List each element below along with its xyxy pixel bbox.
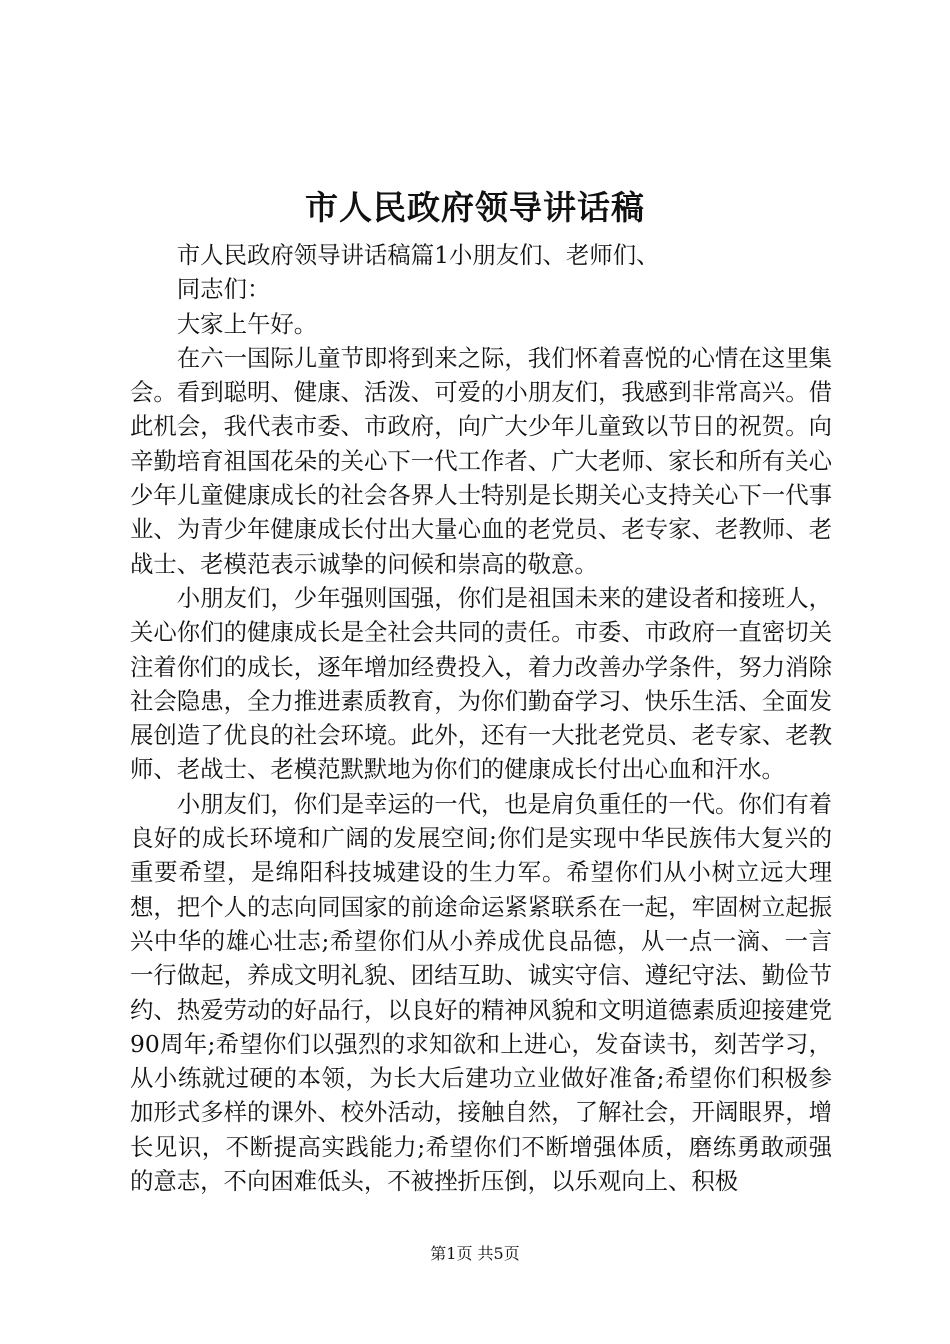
document-title: 市人民政府领导讲话稿	[305, 188, 645, 227]
paragraph-body: 小朋友们，少年强则国强，你们是祖国未来的建设者和接班人，关心你们的健康成长是全社会共同的责任。市委、市政府一直密切关注着你们的成长，逐年增加经费投入，着力改善办学条件，努力消除社会隐患，全力推进素质教育，为你们勤奋学习、快乐生活、全面发展创造了优良的社会环境。此外，还有一大批老党员、老专家、老教师、老战士、老模范默默地为你们的健康成长付出心血和汗水。	[130, 583, 832, 784]
paragraph-body: 小朋友们，你们是幸运的一代，也是肩负重任的一代。你们有着良好的成长环境和广阔的发展空间;你们是实现中华民族伟大复兴的重要希望，是绵阳科技城建设的生力军。希望你们从小树立远大理想，把个人的志向同国家的前途命运紧紧联系在一起，牢固树立起振兴中华的雄心壮志;希望你们从小养成优良品德，从一点一滴、一言一行做起，养成文明礼貌、团结互助、诚实守信、遵纪守法、勤俭节约、热爱劳动的好品行，以良好的精神风貌和文明道德素质迎接建党90周年;希望你们以强烈的求知欲和上进心，发奋读书，刻苦学习，从小练就过硬的本领，为长大后建功立业做好准备;希望你们积极参加形式多样的课外、校外活动，接触自然，了解社会，开阔眼界，增长见识，不断提高实践能力;希望你们不断增强体质，磨练勇敢顽强的意志，不向困难低头，不被挫折压倒，以乐观向上、积极	[130, 789, 832, 1196]
paragraph-salutation: 同志们：	[176, 275, 271, 304]
paragraph-body: 在六一国际儿童节即将到来之际，我们怀着喜悦的心情在这里集会。看到聪明、健康、活泼、可爱的小朋友们，我感到非常高兴。借此机会，我代表市委、市政府，向广大少年儿童致以节日的祝贺。向辛勤培育祖国花朵的关心下一代工作者、广大老师、家长和所有关心少年儿童健康成长的社会各界人士特别是长期关心支持关心下一代事业、为青少年健康成长付出大量心血的老党员、老专家、老教师、老战士、老模范表示诚挚的问候和崇高的敬意。	[130, 343, 832, 578]
paragraph-good-morning: 大家上午好。	[176, 309, 318, 338]
document-body	[130, 238, 832, 1198]
paragraph-greeting: 市人民政府领导讲话稿篇1小朋友们、老师们、	[176, 241, 660, 269]
page-footer: 第1页 共5页	[430, 1244, 520, 1263]
